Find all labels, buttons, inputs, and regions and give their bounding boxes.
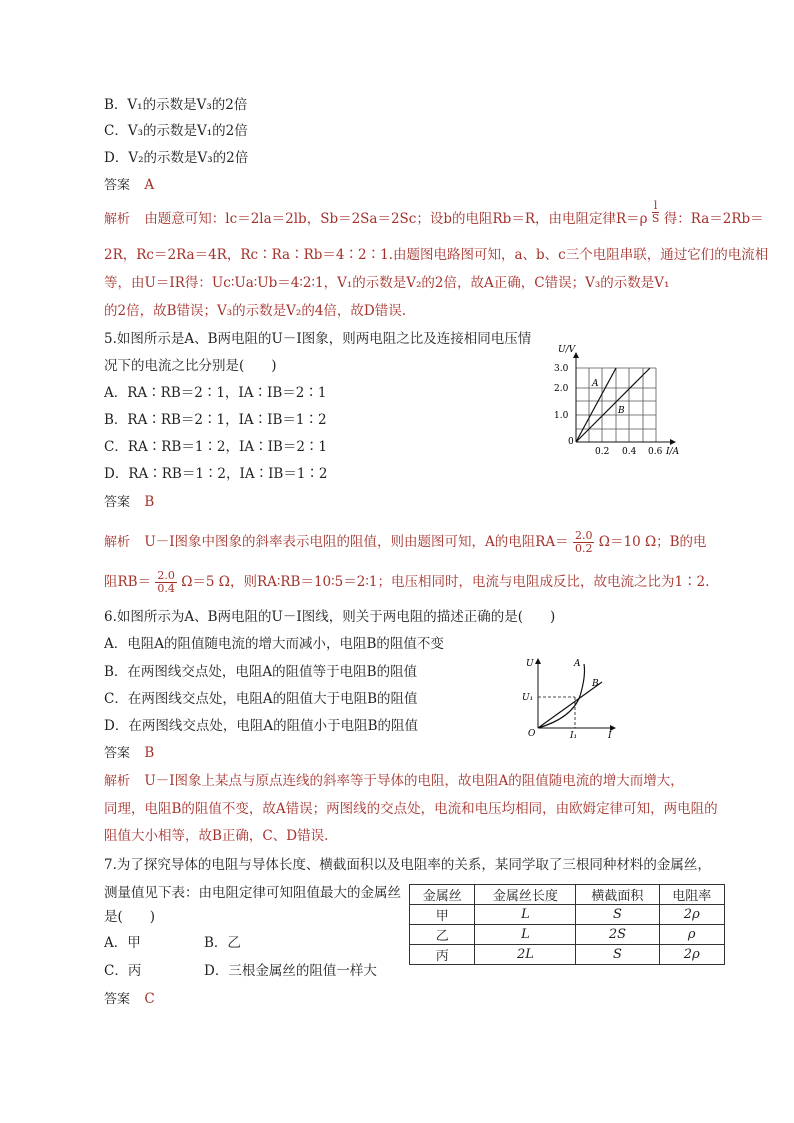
table-header: 电阻率 — [659, 885, 724, 905]
origin-label: 0 — [568, 437, 574, 447]
fraction-denominator: S — [651, 212, 660, 225]
answer-value: C — [144, 991, 155, 1007]
q7-stem-line-3: 是( ) — [104, 909, 156, 925]
q4-option-d: D．V₂的示数是V₃的2倍 — [104, 150, 249, 166]
analysis-text: Ω＝10 Ω；B的电 — [598, 534, 707, 550]
q5-option-a: A．RA∶RB＝2∶1，IA∶IB＝2∶1 — [104, 385, 327, 401]
u-axis-label: U — [526, 659, 534, 669]
i1-label: I₁ — [570, 731, 578, 741]
table-cell: 2ρ — [659, 945, 724, 965]
wire-data-table — [409, 884, 725, 965]
q4-option-c: C．V₃的示数是V₁的2倍 — [104, 123, 248, 139]
q4-analysis-line-3: 等，由U＝IR得：Uc∶Ua∶Ub＝4∶2∶1，V₁的示数是V₂的2倍，故A正确，C错误；V₃的示数是V₁ — [104, 275, 670, 291]
table-cell: 2S — [576, 925, 659, 945]
u-axis-arrow-icon — [535, 658, 541, 664]
q5-analysis-line-2 — [104, 570, 709, 595]
q5-answer — [104, 493, 154, 512]
answer-value: B — [144, 494, 155, 510]
line-b-label: B — [618, 406, 625, 416]
curve-a-label: A — [574, 659, 581, 669]
answer-label: 答案 — [104, 746, 131, 761]
table-header-row — [410, 885, 725, 905]
q6-answer — [104, 744, 154, 763]
table-cell: ρ — [659, 925, 724, 945]
answer-label: 答案 — [104, 992, 131, 1007]
table-header: 金属丝 — [410, 885, 475, 905]
table-cell: L — [475, 925, 576, 945]
grid — [576, 368, 656, 442]
fraction-numerator: l — [652, 200, 660, 213]
q5-option-c: C．RA∶RB＝1∶2，IA∶IB＝2∶1 — [104, 439, 328, 455]
q5-stem-line-1: 5.如图所示是A、B两电阻的U－I图象，则两电阻之比及连接相同电压情 — [104, 331, 532, 347]
q5-ui-graph — [548, 340, 688, 458]
x-tick-3: 0.6 — [648, 447, 663, 457]
q6-option-c: C．在两图线交点处，电阻A的阻值大于电阻B的阻值 — [104, 691, 418, 707]
q6-analysis-line-1 — [104, 772, 684, 791]
q7-stem-line-1: 7.为了探究导体的电阻与导体长度、横截面积以及电阻率的关系，某同学取了三根同种材料的金属丝， — [104, 857, 711, 873]
table-cell: 乙 — [410, 925, 475, 945]
q6-option-d: D．在两图线交点处，电阻A的阻值小于电阻B的阻值 — [104, 718, 418, 734]
q6-option-a: A．电阻A的阻值随电流的增大而减小，电阻B的阻值不变 — [104, 636, 444, 652]
table-cell: S — [576, 945, 659, 965]
table-row — [410, 925, 725, 945]
q5-option-b: B．RA∶RB＝2∶1，IA∶IB＝1∶2 — [104, 412, 327, 428]
q5-option-d: D．RA∶RB＝1∶2，IA∶IB＝1∶2 — [104, 466, 328, 482]
table-cell: 2ρ — [659, 905, 724, 925]
line-b-label: B — [592, 679, 599, 689]
line-a-label: A — [592, 379, 599, 389]
table-row — [410, 945, 725, 965]
q4-analysis-line-1 — [104, 199, 764, 229]
table-cell: 2L — [475, 945, 576, 965]
fraction-a — [573, 530, 595, 555]
x-tick-2: 0.4 — [622, 447, 637, 457]
y-axis-label: U/V — [558, 345, 576, 355]
analysis-text: U－I图象中图象的斜率表示电阻的阻值，则由题图可知，A的电阻RA＝ — [144, 534, 569, 550]
q6-stem: 6.如图所示为A、B两电阻的U－I图线，则关于两电阻的描述正确的是( ) — [104, 609, 556, 625]
table-cell: 丙 — [410, 945, 475, 965]
analysis-text: 由题意可知：lc＝2la＝2lb，Sb＝2Sa＝2Sc；设b的电阻Rb＝R，由电阻定律R＝ρ — [144, 211, 648, 227]
q7-option-a: A．甲 — [104, 935, 141, 951]
table-header: 金属丝长度 — [475, 885, 576, 905]
y-tick-1: 1.0 — [554, 411, 569, 421]
analysis-label: 解析 — [104, 212, 131, 227]
q4-analysis-line-2: 2R，Rc＝2Ra＝4R，Rc∶Ra∶Rb＝4∶2∶1.由题图电路图可知，a、b、c三个电阻串联，通过它们的电流相 — [104, 247, 769, 263]
fraction-denominator: 0.4 — [157, 582, 175, 595]
q5-stem-line-2: 况下的电流之比分别是( ) — [104, 358, 277, 374]
q7-option-b: B．乙 — [204, 935, 241, 951]
table-cell: L — [475, 905, 576, 925]
q5-analysis-line-1 — [104, 530, 707, 555]
q4-option-b: B．V₁的示数是V₃的2倍 — [104, 97, 248, 113]
answer-label: 答案 — [104, 178, 131, 193]
answer-value: A — [144, 177, 155, 193]
line-b — [576, 368, 650, 442]
analysis-label: 解析 — [104, 535, 131, 550]
q6-option-b: B．在两图线交点处，电阻A的阻值等于电阻B的阻值 — [104, 664, 418, 680]
analysis-label: 解析 — [104, 774, 131, 789]
x-axis-arrow-icon — [670, 439, 676, 445]
analysis-text: Ω＝5 Ω，则RA∶RB＝10∶5＝2∶1；电压相同时，电流与电阻成反比，故电流之比为1∶2. — [181, 574, 710, 590]
fraction-denominator: 0.2 — [574, 542, 593, 555]
q6-analysis-line-3: 阻值大小相等，故B正确，C、D错误. — [104, 828, 329, 844]
i-axis-label: I — [608, 731, 612, 741]
analysis-text: 得：Ra＝2Rb＝ — [663, 211, 764, 227]
table-header: 横截面积 — [576, 885, 659, 905]
fraction-numerator: 2.0 — [157, 569, 175, 582]
fraction-numerator: 2.0 — [574, 529, 593, 542]
q7-answer — [104, 990, 155, 1009]
q6-ui-graph — [522, 656, 622, 741]
table-row — [410, 905, 725, 925]
analysis-text: U－I图象上某点与原点连线的斜率等于导体的电阻，故电阻A的阻值随电流的增大而增大， — [144, 773, 684, 789]
table-cell: 甲 — [410, 905, 475, 925]
q4-answer — [104, 176, 154, 195]
answer-value: B — [144, 745, 155, 761]
table-cell: S — [576, 905, 659, 925]
q4-analysis-line-4: 的2倍，故B错误；V₃的示数是V₂的4倍，故D错误. — [104, 303, 407, 319]
q7-option-c: C．丙 — [104, 963, 142, 979]
answer-label: 答案 — [104, 495, 131, 510]
fraction-b — [155, 570, 177, 595]
y-tick-2: 2.0 — [554, 384, 569, 394]
q6-analysis-line-2: 同理，电阻B的阻值不变，故A错误；两图线的交点处，电流和电压均相同，由欧姆定律可知，两电阻的 — [104, 801, 718, 817]
fraction-l-over-s — [652, 200, 660, 225]
curve-a — [538, 664, 585, 728]
x-axis-label: I/A — [666, 447, 680, 457]
x-tick-1: 0.2 — [595, 447, 610, 457]
origin-label: O — [528, 729, 536, 739]
analysis-text: 阻RB＝ — [104, 574, 152, 590]
q7-stem-line-2: 测量值见下表：由电阻定律可知阻值最大的金属丝 — [104, 885, 401, 901]
y-tick-3: 3.0 — [554, 364, 569, 374]
q7-option-d: D．三根金属丝的阻值一样大 — [204, 963, 377, 979]
u1-label: U₁ — [522, 693, 534, 703]
